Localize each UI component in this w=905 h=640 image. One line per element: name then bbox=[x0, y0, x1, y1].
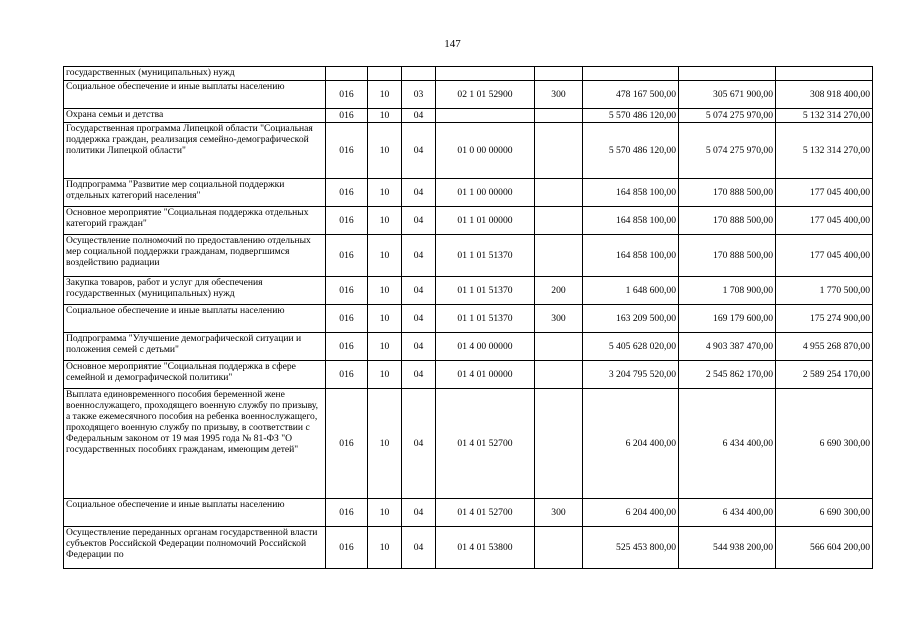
row-amount-year-2: 5 074 275 970,00 bbox=[679, 109, 776, 123]
row-section: 10 bbox=[368, 305, 402, 333]
row-name: Основное мероприятие "Социальная поддержка в сфере семейной и демографической политики" bbox=[64, 361, 326, 389]
row-subsection: 04 bbox=[402, 123, 436, 179]
row-amount-year-3: 177 045 400,00 bbox=[776, 235, 873, 277]
row-expense-type bbox=[535, 389, 583, 499]
row-amount-year-3: 177 045 400,00 bbox=[776, 207, 873, 235]
table-row bbox=[64, 179, 873, 207]
row-ministry-code: 016 bbox=[326, 305, 368, 333]
row-name: Выплата единовременного пособия беременной жене военнослужащего, проходящего военную службу по призыву, а также ежемесячного пособия на ребенка военнослужащего, проходящего военную службу по призыву, в соответствии с Федеральным законом от 19 мая 1995 года № 81-ФЗ "О государственных пособиях гражданам, имеющим детей" bbox=[64, 389, 326, 499]
row-amount-year-1: 164 858 100,00 bbox=[583, 235, 679, 277]
page-number: 147 bbox=[444, 38, 461, 50]
row-section: 10 bbox=[368, 361, 402, 389]
row-section: 10 bbox=[368, 235, 402, 277]
row-name: Закупка товаров, работ и услуг для обеспечения государственных (муниципальных) нужд bbox=[64, 277, 326, 305]
row-amount-year-2: 1 708 900,00 bbox=[679, 277, 776, 305]
row-expense-type bbox=[535, 333, 583, 361]
row-target-article: 02 1 01 52900 bbox=[436, 81, 535, 109]
row-target-article: 01 0 00 00000 bbox=[436, 123, 535, 179]
row-amount-year-1: 163 209 500,00 bbox=[583, 305, 679, 333]
row-subsection: 04 bbox=[402, 333, 436, 361]
row-expense-type bbox=[535, 109, 583, 123]
row-target-article: 01 1 01 51370 bbox=[436, 277, 535, 305]
row-amount-year-3: 177 045 400,00 bbox=[776, 179, 873, 207]
row-subsection: 04 bbox=[402, 527, 436, 569]
row-name: Подпрограмма "Улучшение демографической ситуации и положения семей с детьми" bbox=[64, 333, 326, 361]
row-subsection: 04 bbox=[402, 277, 436, 305]
row-amount-year-2: 305 671 900,00 bbox=[679, 81, 776, 109]
row-ministry-code: 016 bbox=[326, 361, 368, 389]
row-section: 10 bbox=[368, 333, 402, 361]
row-amount-year-3: 566 604 200,00 bbox=[776, 527, 873, 569]
row-amount-year-1: 478 167 500,00 bbox=[583, 81, 679, 109]
row-subsection: 04 bbox=[402, 305, 436, 333]
row-name: Осуществление переданных органам государственной власти субъектов Российской Федерации полномочий Российской Федерации по bbox=[64, 527, 326, 569]
row-amount-year-3: 2 589 254 170,00 bbox=[776, 361, 873, 389]
row-expense-type bbox=[535, 67, 583, 81]
row-expense-type bbox=[535, 527, 583, 569]
row-target-article bbox=[436, 109, 535, 123]
row-amount-year-2: 2 545 862 170,00 bbox=[679, 361, 776, 389]
row-expense-type: 300 bbox=[535, 305, 583, 333]
row-ministry-code bbox=[326, 67, 368, 81]
row-subsection: 04 bbox=[402, 389, 436, 499]
row-section: 10 bbox=[368, 389, 402, 499]
row-expense-type bbox=[535, 207, 583, 235]
row-section: 10 bbox=[368, 123, 402, 179]
row-subsection: 04 bbox=[402, 499, 436, 527]
row-amount-year-2: 169 179 600,00 bbox=[679, 305, 776, 333]
row-ministry-code: 016 bbox=[326, 235, 368, 277]
row-amount-year-3: 4 955 268 870,00 bbox=[776, 333, 873, 361]
row-name: Охрана семьи и детства bbox=[64, 109, 326, 123]
row-section: 10 bbox=[368, 527, 402, 569]
row-name: Социальное обеспечение и иные выплаты населению bbox=[64, 305, 326, 333]
row-section: 10 bbox=[368, 179, 402, 207]
table-row bbox=[64, 109, 873, 123]
table-row bbox=[64, 67, 873, 81]
row-amount-year-2: 544 938 200,00 bbox=[679, 527, 776, 569]
row-amount-year-2: 4 903 387 470,00 bbox=[679, 333, 776, 361]
table-row bbox=[64, 527, 873, 569]
table-row bbox=[64, 123, 873, 179]
row-amount-year-1: 525 453 800,00 bbox=[583, 527, 679, 569]
row-subsection bbox=[402, 67, 436, 81]
row-amount-year-2: 5 074 275 970,00 bbox=[679, 123, 776, 179]
row-ministry-code: 016 bbox=[326, 389, 368, 499]
table-row bbox=[64, 235, 873, 277]
row-amount-year-2: 6 434 400,00 bbox=[679, 499, 776, 527]
table-row bbox=[64, 277, 873, 305]
row-ministry-code: 016 bbox=[326, 207, 368, 235]
table-row bbox=[64, 305, 873, 333]
row-target-article bbox=[436, 67, 535, 81]
row-subsection: 04 bbox=[402, 235, 436, 277]
row-amount-year-3: 5 132 314 270,00 bbox=[776, 109, 873, 123]
row-ministry-code: 016 bbox=[326, 333, 368, 361]
row-ministry-code: 016 bbox=[326, 277, 368, 305]
row-expense-type bbox=[535, 235, 583, 277]
row-amount-year-3: 5 132 314 270,00 bbox=[776, 123, 873, 179]
row-name: Подпрограмма "Развитие мер социальной поддержки отдельных категорий населения" bbox=[64, 179, 326, 207]
row-target-article: 01 4 01 00000 bbox=[436, 361, 535, 389]
row-amount-year-1: 164 858 100,00 bbox=[583, 179, 679, 207]
row-amount-year-1: 1 648 600,00 bbox=[583, 277, 679, 305]
row-target-article: 01 4 01 53800 bbox=[436, 527, 535, 569]
row-section bbox=[368, 67, 402, 81]
row-subsection: 04 bbox=[402, 109, 436, 123]
row-amount-year-1 bbox=[583, 67, 679, 81]
table-row bbox=[64, 207, 873, 235]
row-section: 10 bbox=[368, 499, 402, 527]
table-row bbox=[64, 333, 873, 361]
table-row bbox=[64, 361, 873, 389]
row-section: 10 bbox=[368, 109, 402, 123]
row-ministry-code: 016 bbox=[326, 123, 368, 179]
row-ministry-code: 016 bbox=[326, 81, 368, 109]
row-section: 10 bbox=[368, 277, 402, 305]
budget-table bbox=[63, 66, 873, 569]
row-expense-type: 300 bbox=[535, 81, 583, 109]
row-name: Государственная программа Липецкой области "Социальная поддержка граждан, реализация семейно-демографической политики Липецкой области" bbox=[64, 123, 326, 179]
row-name: Основное мероприятие "Социальная поддержка отдельных категорий граждан" bbox=[64, 207, 326, 235]
row-amount-year-1: 5 405 628 020,00 bbox=[583, 333, 679, 361]
row-target-article: 01 1 01 51370 bbox=[436, 235, 535, 277]
row-name: государственных (муниципальных) нужд bbox=[64, 67, 326, 81]
row-subsection: 03 bbox=[402, 81, 436, 109]
row-name: Социальное обеспечение и иные выплаты населению bbox=[64, 81, 326, 109]
row-target-article: 01 4 00 00000 bbox=[436, 333, 535, 361]
row-name: Социальное обеспечение и иные выплаты населению bbox=[64, 499, 326, 527]
row-target-article: 01 1 01 51370 bbox=[436, 305, 535, 333]
row-amount-year-3 bbox=[776, 67, 873, 81]
row-amount-year-2: 170 888 500,00 bbox=[679, 207, 776, 235]
row-amount-year-1: 6 204 400,00 bbox=[583, 499, 679, 527]
row-target-article: 01 4 01 52700 bbox=[436, 389, 535, 499]
table-row bbox=[64, 389, 873, 499]
table-row bbox=[64, 81, 873, 109]
row-target-article: 01 1 00 00000 bbox=[436, 179, 535, 207]
row-section: 10 bbox=[368, 81, 402, 109]
row-subsection: 04 bbox=[402, 361, 436, 389]
row-section: 10 bbox=[368, 207, 402, 235]
row-ministry-code: 016 bbox=[326, 109, 368, 123]
row-ministry-code: 016 bbox=[326, 499, 368, 527]
row-expense-type bbox=[535, 179, 583, 207]
row-amount-year-3: 6 690 300,00 bbox=[776, 389, 873, 499]
row-amount-year-1: 5 570 486 120,00 bbox=[583, 123, 679, 179]
row-amount-year-3: 6 690 300,00 bbox=[776, 499, 873, 527]
row-target-article: 01 1 01 00000 bbox=[436, 207, 535, 235]
row-amount-year-3: 1 770 500,00 bbox=[776, 277, 873, 305]
row-subsection: 04 bbox=[402, 179, 436, 207]
row-amount-year-1: 3 204 795 520,00 bbox=[583, 361, 679, 389]
row-target-article: 01 4 01 52700 bbox=[436, 499, 535, 527]
row-amount-year-3: 308 918 400,00 bbox=[776, 81, 873, 109]
row-amount-year-1: 164 858 100,00 bbox=[583, 207, 679, 235]
row-amount-year-2 bbox=[679, 67, 776, 81]
row-expense-type: 200 bbox=[535, 277, 583, 305]
row-expense-type: 300 bbox=[535, 499, 583, 527]
row-amount-year-2: 170 888 500,00 bbox=[679, 235, 776, 277]
row-name: Осуществление полномочий по предоставлению отдельных мер социальной поддержки гражданам, подвергшимся воздействию радиации bbox=[64, 235, 326, 277]
row-ministry-code: 016 bbox=[326, 527, 368, 569]
row-amount-year-1: 5 570 486 120,00 bbox=[583, 109, 679, 123]
row-expense-type bbox=[535, 123, 583, 179]
row-amount-year-3: 175 274 900,00 bbox=[776, 305, 873, 333]
row-amount-year-2: 6 434 400,00 bbox=[679, 389, 776, 499]
table-row bbox=[64, 499, 873, 527]
row-expense-type bbox=[535, 361, 583, 389]
row-subsection: 04 bbox=[402, 207, 436, 235]
row-ministry-code: 016 bbox=[326, 179, 368, 207]
row-amount-year-2: 170 888 500,00 bbox=[679, 179, 776, 207]
row-amount-year-1: 6 204 400,00 bbox=[583, 389, 679, 499]
